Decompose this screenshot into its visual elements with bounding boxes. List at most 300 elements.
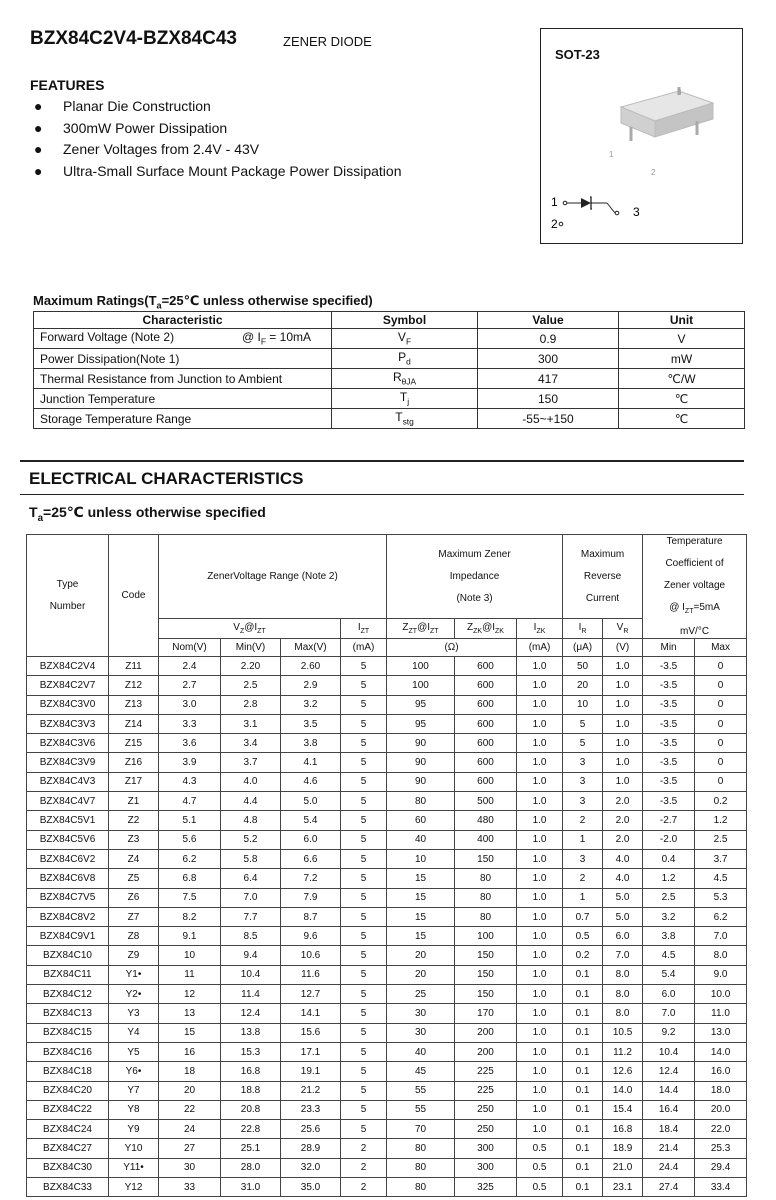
cell-zzt: 30: [387, 1023, 455, 1042]
feature-text: Planar Die Construction: [63, 98, 211, 114]
cell-value: 0.9: [478, 329, 619, 349]
cell-zzt: 25: [387, 985, 455, 1004]
cell-tc-min: -3.5: [643, 695, 695, 714]
cell-ir: 0.1: [563, 1042, 603, 1061]
section-divider-top: [20, 460, 744, 462]
unit-ohm: (Ω): [387, 639, 517, 657]
cell-izt: 5: [341, 888, 387, 907]
cell-code: Z8: [109, 927, 159, 946]
cell-zzk: 80: [455, 888, 517, 907]
header-tc-unit: mV/°C: [680, 626, 710, 637]
cell-tc-max: 8.0: [695, 946, 747, 965]
sot23-body: [621, 87, 713, 141]
cell-vz-max: 11.6: [281, 965, 341, 984]
cell-vz-nom: 4.3: [159, 772, 221, 791]
header-vr: [603, 619, 643, 639]
cell-tc-min: 2.5: [643, 888, 695, 907]
cell-vz-nom: 4.7: [159, 792, 221, 811]
cell-vr: 1.0: [603, 657, 643, 676]
cell-zzk: 500: [455, 792, 517, 811]
cell-zzt: 90: [387, 753, 455, 772]
table-row: [27, 927, 747, 946]
cell-symbol: [332, 369, 478, 389]
cell-izt: 5: [341, 734, 387, 753]
cell-tc-max: 16.0: [695, 1062, 747, 1081]
cell-izt: 5: [341, 1081, 387, 1100]
table-row: [34, 369, 745, 389]
pin-2-label: 2: [551, 217, 558, 231]
cell-zzk: 600: [455, 695, 517, 714]
cell-tc-min: 21.4: [643, 1139, 695, 1158]
max-ratings-title-text: Maximum Ratings(T: [33, 293, 157, 308]
table-row: [27, 849, 747, 868]
cell-izk: 1.0: [517, 734, 563, 753]
cell-type: BZX84C4V7: [27, 792, 109, 811]
cell-unit: ℃: [619, 409, 745, 429]
cell-type: BZX84C18: [27, 1062, 109, 1081]
cell-vz-min: 4.4: [221, 792, 281, 811]
cell-vz-min: 6.4: [221, 869, 281, 888]
cell-izk: 1.0: [517, 927, 563, 946]
cell-vz-max: 25.6: [281, 1120, 341, 1139]
cell-symbol: [332, 409, 478, 429]
cell-type: BZX84C20: [27, 1081, 109, 1100]
h-zzk-sub2: ZK: [495, 628, 504, 635]
header-tc-cond-post: =5mA: [693, 602, 720, 613]
cell-value: -55~+150: [478, 409, 619, 429]
cell-type: BZX84C9V1: [27, 927, 109, 946]
cell-tc-max: 0: [695, 772, 747, 791]
cell-izk: 1.0: [517, 869, 563, 888]
cell-zzt: 55: [387, 1100, 455, 1119]
header-type-line2: Number: [49, 601, 86, 612]
cell-izt: 5: [341, 657, 387, 676]
table-row: [27, 1004, 747, 1023]
part-range-title: BZX84C2V4-BZX84C43: [30, 28, 237, 49]
cell-zzt: 15: [387, 907, 455, 926]
cell-izk: 1.0: [517, 676, 563, 695]
characteristic-text: Thermal Resistance from Junction to Ambient: [40, 371, 283, 386]
unit-nom: Nom(V): [159, 639, 221, 657]
cell-zzk: 225: [455, 1081, 517, 1100]
table-row: [27, 734, 747, 753]
cell-izk: 1.0: [517, 888, 563, 907]
cell-vr: 5.0: [603, 888, 643, 907]
cell-vr: 1.0: [603, 753, 643, 772]
characteristic-text: Power Dissipation(Note 1): [40, 351, 180, 366]
cell-vz-max: 19.1: [281, 1062, 341, 1081]
cell-zzt: 55: [387, 1081, 455, 1100]
symbol-sub: θJA: [401, 376, 417, 387]
cell-vz-min: 22.8: [221, 1120, 281, 1139]
cell-tc-max: 11.0: [695, 1004, 747, 1023]
table-row: [27, 830, 747, 849]
header-type: [27, 535, 109, 657]
header-ir: [563, 619, 603, 639]
symbol-text: R: [392, 370, 402, 385]
cell-code: Y7: [109, 1081, 159, 1100]
header-impedance: [387, 535, 563, 619]
cell-tc-max: 22.0: [695, 1120, 747, 1139]
cell-type: BZX84C5V6: [27, 830, 109, 849]
cell-izt: 5: [341, 772, 387, 791]
cell-symbol: [332, 349, 478, 369]
header-reverse-current: [563, 535, 643, 619]
cell-ir: 3: [563, 849, 603, 868]
cell-tc-min: 16.4: [643, 1100, 695, 1119]
cell-vr: 2.0: [603, 830, 643, 849]
cell-vz-min: 4.0: [221, 772, 281, 791]
cell-tc-max: 6.2: [695, 907, 747, 926]
h-izt-sub: ZT: [360, 628, 370, 635]
h-zzt-sub: ZT: [408, 628, 418, 635]
cell-izt: 5: [341, 849, 387, 868]
cell-vz-min: 3.7: [221, 753, 281, 772]
bullet-icon: ●: [34, 98, 43, 114]
table-row: [27, 753, 747, 772]
cell-ir: 0.1: [563, 1023, 603, 1042]
cell-vz-min: 25.1: [221, 1139, 281, 1158]
cell-vz-min: 9.4: [221, 946, 281, 965]
cell-vz-max: 8.7: [281, 907, 341, 926]
cell-zzk: 400: [455, 830, 517, 849]
cell-vz-nom: 6.8: [159, 869, 221, 888]
cell-izk: 1.0: [517, 753, 563, 772]
header-symbol: Symbol: [332, 312, 478, 329]
cell-tc-min: 3.2: [643, 907, 695, 926]
cell-vz-min: 10.4: [221, 965, 281, 984]
electrical-subtitle: [29, 504, 266, 524]
symbol-sub: d: [406, 356, 411, 367]
cell-ir: 0.1: [563, 1100, 603, 1119]
cell-vz-nom: 7.5: [159, 888, 221, 907]
cell-characteristic: [34, 389, 332, 409]
cell-vz-max: 5.0: [281, 792, 341, 811]
cell-value: 300: [478, 349, 619, 369]
header-code: Code: [109, 535, 159, 657]
cell-code: Z13: [109, 695, 159, 714]
cell-izk: 1.0: [517, 946, 563, 965]
cell-type: BZX84C5V1: [27, 811, 109, 830]
cell-izk: 1.0: [517, 830, 563, 849]
cell-tc-max: 0: [695, 695, 747, 714]
cell-ir: 0.1: [563, 1178, 603, 1197]
cell-vz-min: 8.5: [221, 927, 281, 946]
cell-vz-nom: 16: [159, 1042, 221, 1061]
cell-zzk: 300: [455, 1158, 517, 1177]
table-row: [27, 811, 747, 830]
cell-izt: 5: [341, 1004, 387, 1023]
cell-vz-max: 28.9: [281, 1139, 341, 1158]
table-row: [27, 695, 747, 714]
h-ir-i: I: [578, 622, 582, 633]
cell-zzk: 150: [455, 946, 517, 965]
cell-code: Z3: [109, 830, 159, 849]
cell-vr: 12.6: [603, 1062, 643, 1081]
cell-vr: 1.0: [603, 695, 643, 714]
cell-zzt: 95: [387, 714, 455, 733]
cell-type: BZX84C33: [27, 1178, 109, 1197]
cell-izk: 1.0: [517, 1004, 563, 1023]
cell-type: BZX84C2V4: [27, 657, 109, 676]
h-vr-v: V: [616, 622, 624, 633]
cell-vz-max: 3.8: [281, 734, 341, 753]
cell-type: BZX84C6V8: [27, 869, 109, 888]
cell-izt: 5: [341, 695, 387, 714]
feature-item: [34, 118, 401, 140]
table-row: [34, 329, 745, 349]
header-zzt: [387, 619, 455, 639]
cell-tc-max: 3.7: [695, 849, 747, 868]
cell-code: Z17: [109, 772, 159, 791]
cell-tc-max: 0.2: [695, 792, 747, 811]
cell-zzt: 100: [387, 657, 455, 676]
header-tc-cond-sub: ZT: [684, 608, 694, 615]
cell-type: BZX84C30: [27, 1158, 109, 1177]
cell-ir: 0.2: [563, 946, 603, 965]
cell-ir: 1: [563, 888, 603, 907]
package-box: [540, 28, 743, 244]
cell-izt: 5: [341, 1023, 387, 1042]
cell-tc-max: 7.0: [695, 927, 747, 946]
cell-tc-max: 18.0: [695, 1081, 747, 1100]
cell-ir: 5: [563, 734, 603, 753]
cell-tc-min: 3.8: [643, 927, 695, 946]
cell-code: Z7: [109, 907, 159, 926]
characteristic-text: Storage Temperature Range: [40, 411, 192, 426]
table-row: [34, 349, 745, 369]
cell-izt: 5: [341, 946, 387, 965]
electrical-subtitle-t: T: [29, 504, 38, 520]
cell-zzk: 100: [455, 927, 517, 946]
cell-code: Y3: [109, 1004, 159, 1023]
cell-zzt: 95: [387, 695, 455, 714]
cell-type: BZX84C12: [27, 985, 109, 1004]
cell-zzk: 600: [455, 772, 517, 791]
cell-zzk: 200: [455, 1023, 517, 1042]
condition-sub: F: [260, 336, 266, 347]
pin-3-small: 3: [677, 88, 682, 97]
cell-tc-min: 1.2: [643, 869, 695, 888]
cell-vz-nom: 3.0: [159, 695, 221, 714]
cell-vz-nom: 2.7: [159, 676, 221, 695]
cell-izt: 5: [341, 985, 387, 1004]
cell-type: BZX84C15: [27, 1023, 109, 1042]
cell-vz-nom: 9.1: [159, 927, 221, 946]
cell-izt: 5: [341, 714, 387, 733]
cell-code: Y8: [109, 1100, 159, 1119]
h-zzk-sub: ZK: [473, 628, 483, 635]
cell-code: Z15: [109, 734, 159, 753]
table-row: [27, 772, 747, 791]
cell-vr: 1.0: [603, 676, 643, 695]
cell-ir: 10: [563, 695, 603, 714]
cell-zzt: 30: [387, 1004, 455, 1023]
cell-izk: 1.0: [517, 792, 563, 811]
cell-vz-nom: 18: [159, 1062, 221, 1081]
table-row: [27, 714, 747, 733]
cell-tc-min: -3.5: [643, 772, 695, 791]
cell-code: Z2: [109, 811, 159, 830]
pin-3-label: 3: [633, 205, 640, 219]
cell-vr: 7.0: [603, 946, 643, 965]
cell-izk: 1.0: [517, 1120, 563, 1139]
cell-zzk: 480: [455, 811, 517, 830]
h-zzk-at: @I: [482, 622, 496, 633]
unit-tc-max: Max: [695, 639, 747, 657]
cell-zzt: 40: [387, 830, 455, 849]
cell-vz-max: 3.5: [281, 714, 341, 733]
cell-vz-nom: 6.2: [159, 849, 221, 868]
header-rev-line1: Maximum: [580, 549, 625, 560]
cell-zzt: 60: [387, 811, 455, 830]
cell-zzt: 15: [387, 869, 455, 888]
cell-type: BZX84C3V0: [27, 695, 109, 714]
cell-vz-min: 5.8: [221, 849, 281, 868]
cell-code: Y1•: [109, 965, 159, 984]
table-row: [27, 869, 747, 888]
cell-unit: V: [619, 329, 745, 349]
cell-zzt: 90: [387, 734, 455, 753]
cell-tc-min: -2.7: [643, 811, 695, 830]
pin-1-label: 1: [551, 195, 558, 209]
cell-value: 150: [478, 389, 619, 409]
cell-izk: 0.5: [517, 1139, 563, 1158]
table-row: [27, 888, 747, 907]
header-characteristic: Characteristic: [34, 312, 332, 329]
cell-izk: 1.0: [517, 1042, 563, 1061]
cell-vz-nom: 11: [159, 965, 221, 984]
cell-vr: 10.5: [603, 1023, 643, 1042]
cell-vz-min: 2.20: [221, 657, 281, 676]
cell-type: BZX84C8V2: [27, 907, 109, 926]
table-row: [27, 1139, 747, 1158]
cell-zzk: 250: [455, 1120, 517, 1139]
cell-vr: 4.0: [603, 849, 643, 868]
cell-tc-max: 14.0: [695, 1042, 747, 1061]
cell-tc-max: 5.3: [695, 888, 747, 907]
cell-zzk: 150: [455, 849, 517, 868]
cell-type: BZX84C3V9: [27, 753, 109, 772]
header-row-1: [27, 535, 747, 619]
cell-code: Z6: [109, 888, 159, 907]
cell-izt: 5: [341, 1042, 387, 1061]
cell-code: Z4: [109, 849, 159, 868]
cell-zzk: 600: [455, 714, 517, 733]
symbol-sub: F: [405, 336, 412, 347]
header-zener-range: ZenerVoltage Range (Note 2): [159, 535, 387, 619]
cell-zzk: 150: [455, 965, 517, 984]
condition: [242, 330, 311, 346]
cell-characteristic: [34, 349, 332, 369]
h-izt-i: I: [357, 622, 361, 633]
cell-vz-nom: 3.3: [159, 714, 221, 733]
cell-code: Z9: [109, 946, 159, 965]
header-rev-line3: Current: [585, 593, 620, 604]
table-row: [27, 1042, 747, 1061]
cell-tc-max: 0: [695, 753, 747, 772]
table-row: [27, 946, 747, 965]
cell-izt: 5: [341, 869, 387, 888]
cell-code: Z11: [109, 657, 159, 676]
cell-vr: 8.0: [603, 1004, 643, 1023]
cell-izt: 5: [341, 965, 387, 984]
cell-vz-nom: 5.1: [159, 811, 221, 830]
cell-vz-nom: 8.2: [159, 907, 221, 926]
cell-izk: 1.0: [517, 1023, 563, 1042]
pin-1-small: 1: [609, 150, 614, 159]
cell-zzk: 600: [455, 657, 517, 676]
bullet-icon: ●: [34, 141, 43, 157]
max-ratings-title-sub: a: [156, 300, 162, 311]
cell-vz-min: 4.8: [221, 811, 281, 830]
header-impedance-line1: Maximum Zener: [438, 549, 511, 560]
cell-zzt: 10: [387, 849, 455, 868]
cell-vz-min: 16.8: [221, 1062, 281, 1081]
h-vz-sub: Z: [239, 628, 245, 635]
cell-tc-min: -3.5: [643, 792, 695, 811]
cell-vz-min: 7.7: [221, 907, 281, 926]
package-illustration: [541, 29, 744, 245]
cell-ir: 1: [563, 830, 603, 849]
cell-izt: 5: [341, 1120, 387, 1139]
table-row: [27, 965, 747, 984]
cell-vz-nom: 22: [159, 1100, 221, 1119]
table-row: [27, 1178, 747, 1197]
cell-zzt: 80: [387, 1158, 455, 1177]
cell-ir: 0.1: [563, 1062, 603, 1081]
cell-izt: 2: [341, 1178, 387, 1197]
cell-tc-min: 7.0: [643, 1004, 695, 1023]
cell-zzk: 170: [455, 1004, 517, 1023]
table-row: [27, 985, 747, 1004]
condition-post: = 10mA: [265, 330, 311, 345]
max-ratings-title-cond: =25℃ unless otherwise specified): [161, 293, 373, 308]
h-izk-i: I: [533, 622, 537, 633]
cell-ir: 0.1: [563, 965, 603, 984]
cell-vz-nom: 27: [159, 1139, 221, 1158]
cell-izk: 1.0: [517, 714, 563, 733]
cell-zzt: 40: [387, 1042, 455, 1061]
cell-type: BZX84C13: [27, 1004, 109, 1023]
cell-vz-max: 23.3: [281, 1100, 341, 1119]
cell-vz-min: 28.0: [221, 1158, 281, 1177]
cell-tc-max: 1.2: [695, 811, 747, 830]
cell-vz-min: 7.0: [221, 888, 281, 907]
cell-izt: 5: [341, 753, 387, 772]
cell-izk: 1.0: [517, 907, 563, 926]
feature-text: 300mW Power Dissipation: [63, 119, 228, 136]
cell-type: BZX84C7V5: [27, 888, 109, 907]
cell-type: BZX84C2V7: [27, 676, 109, 695]
cell-vz-max: 32.0: [281, 1158, 341, 1177]
cell-ir: 0.1: [563, 985, 603, 1004]
cell-type: BZX84C27: [27, 1139, 109, 1158]
table-row: [27, 1158, 747, 1177]
cell-vz-nom: 2.4: [159, 657, 221, 676]
cell-izt: 5: [341, 811, 387, 830]
section-divider-bottom: [20, 494, 744, 495]
cell-characteristic: [34, 369, 332, 389]
cell-vz-max: 3.2: [281, 695, 341, 714]
cell-code: Y10: [109, 1139, 159, 1158]
cell-vz-min: 11.4: [221, 985, 281, 1004]
cell-vr: 2.0: [603, 811, 643, 830]
package-name: SOT-23: [555, 47, 600, 62]
unit-vr: (V): [603, 639, 643, 657]
cell-ir: 0.5: [563, 927, 603, 946]
cell-ir: 3: [563, 792, 603, 811]
